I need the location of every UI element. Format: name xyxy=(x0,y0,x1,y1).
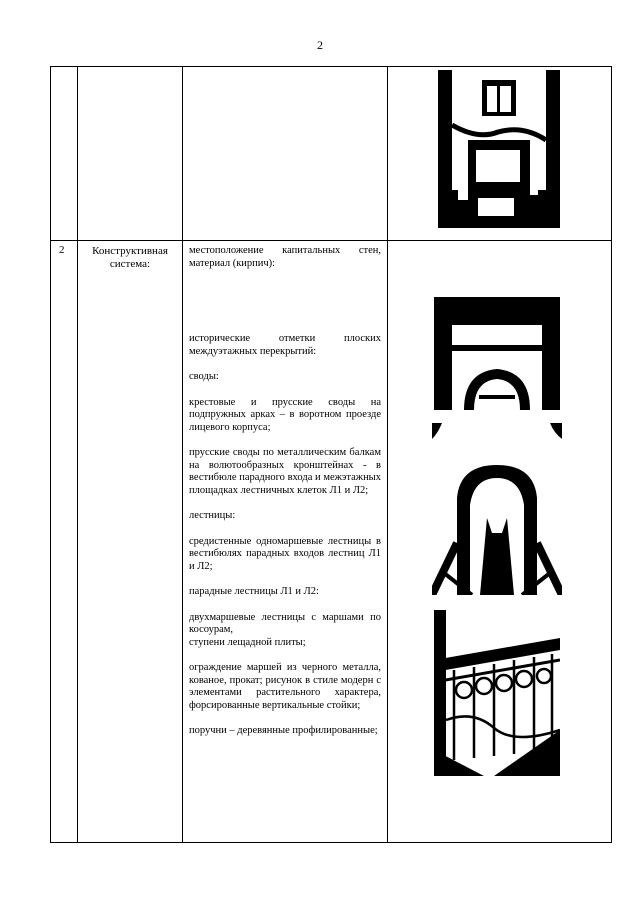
page-number: 2 xyxy=(317,38,323,52)
desc-item: исторические отметки плоских междуэтажных перекрытий: xyxy=(189,333,381,357)
desc-item: крестовые и прусские своды на подпружных арках – в воротном проезде лицевого корпуса; xyxy=(189,396,381,433)
desc-item: ограждение маршей из черного металла, кованое, прокат; рисунок в стиле модерн с элементами растительного характера, форсированные вертикальные стойки; xyxy=(189,662,381,711)
desc-item: парадные лестницы Л1 и Л2: xyxy=(189,586,319,597)
staircase-railing-photo xyxy=(434,610,560,776)
desc-item: местоположение капитальных стен, материал (кирпич): xyxy=(189,245,381,269)
row-number: 2 xyxy=(51,241,78,843)
description-cell xyxy=(183,67,388,241)
description-cell xyxy=(183,241,388,843)
system-cell xyxy=(78,67,183,241)
desc-item: двухмаршевые лестницы с маршами по косоурам, ступени лещадной плиты; xyxy=(189,611,381,648)
flat-ceiling-photo xyxy=(434,297,560,410)
system-name: Конструктивная система: xyxy=(78,241,183,843)
desc-item: поручни – деревянные профилированные; xyxy=(189,725,378,736)
row-number-cell xyxy=(51,67,78,241)
desc-item: прусские своды по металлическим балкам на волютообразных кронштейнах - в вестибюле парадного входа и межэтажных площадках лестничных клеток Л1 и Л2; xyxy=(189,447,381,496)
desc-item: средистенные одномаршевые лестницы в вестибюлях парадных входов лестниц Л1 и Л2; xyxy=(189,535,381,572)
courtyard-photo xyxy=(438,70,560,228)
desc-item: лестницы: xyxy=(189,510,236,521)
vault-passage-photo xyxy=(432,423,562,595)
desc-item: своды: xyxy=(189,371,219,382)
